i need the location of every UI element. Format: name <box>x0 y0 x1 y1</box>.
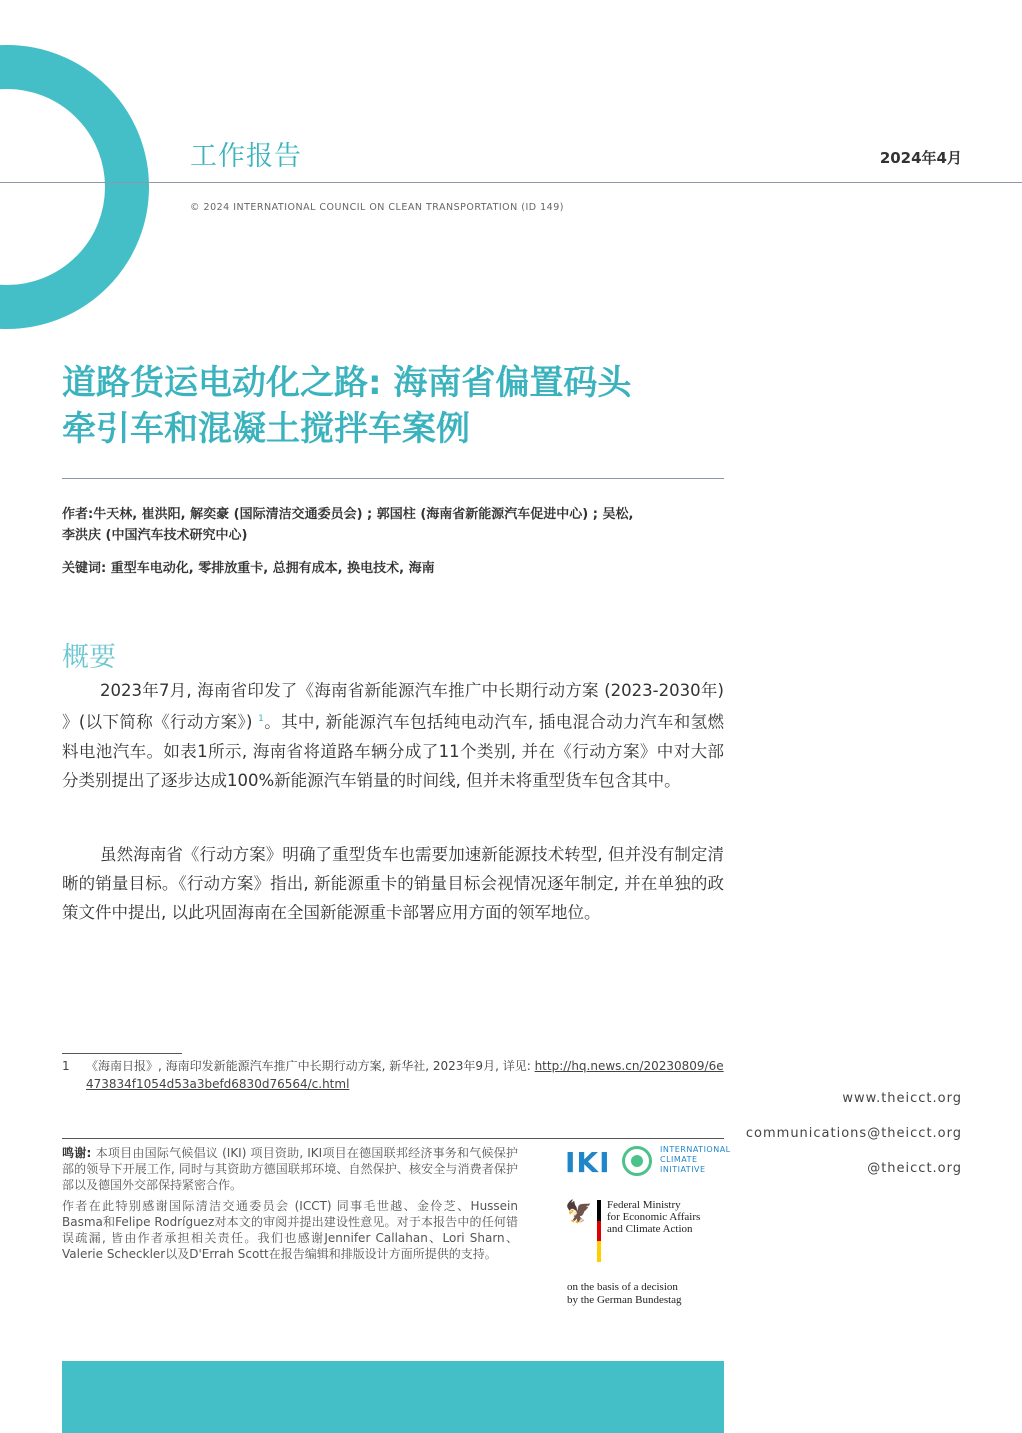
social-link[interactable]: @theicct.org <box>867 1161 962 1176</box>
iki-logo <box>565 1143 735 1183</box>
footnote <box>62 1057 724 1093</box>
decision-line-1: on the basis of a decision <box>567 1281 678 1293</box>
iki-wordmark <box>660 1145 731 1175</box>
para1-text-cont: 。其中, 新能源汽车包括纯电动汽车, 插电混合动力汽车和氢燃料电池汽车。如表1所示, 海南省将道路车辆分成了11个类别, 并在《行动方案》中对大部分类别提出了逐步达成100%新能源汽车销量的时间线, 但并未将重型货车包含其中。 <box>62 712 725 790</box>
header-divider <box>0 182 1022 183</box>
acknowledgement-divider <box>62 1138 724 1139</box>
footer-bar <box>62 1361 724 1433</box>
website-link[interactable]: www.theicct.org <box>842 1091 962 1106</box>
footnote-reference[interactable]: 1 <box>258 714 264 724</box>
federal-eagle-icon: 🦅 <box>565 1200 593 1225</box>
footnote-link[interactable]: http://hq.news.cn/20230809/6e473834f1054d53a3befd6830d76564/c.html <box>86 1059 724 1091</box>
document-title <box>62 360 742 452</box>
german-flag-icon <box>597 1200 601 1262</box>
title-divider <box>62 478 724 479</box>
bundestag-decision-note <box>567 1281 682 1307</box>
ministry-name <box>607 1199 700 1235</box>
acknowledgement-paragraph-2: 作者在此特别感谢国际清洁交通委员会 (ICCT) 同事毛世越、金伶芝、Hussein Basma和Felipe Rodríguez对本文的审阅并提出建设性意见。对于本报告中的任何错误疏漏, 皆由作者承担相关责任。我们也感谢Jennifer Callahan、Lori Sharn、Valerie Scheckler以及D'Errah Scott在报告编辑和排版设计方面所提供的支持。 <box>62 1199 518 1261</box>
title-line-2: 牵引车和混凝土搅拌车案例 <box>62 409 470 449</box>
summary-paragraph-2: 虽然海南省《行动方案》明确了重型货车也需要加速新能源技术转型, 但并没有制定清晰的销量目标。《行动方案》指出, 新能源重卡的销量目标会视情况逐年制定, 并在单独的政策文件中提出, 以此巩固海南在全国新能源重卡部署应用方面的领军地位。 <box>62 845 724 922</box>
decorative-ring <box>0 45 149 329</box>
summary-paragraph-1 <box>62 676 724 795</box>
authors-line-1: 作者:牛天林, 崔洪阳, 解奕豪 (国际清洁交通委员会) ; 郭国柱 (海南省新能源汽车促进中心) ; 吴松, <box>62 507 634 522</box>
decision-line-2: by the German Bundestag <box>567 1294 682 1306</box>
para1-text: 2023年7月, 海南省印发了《海南省新能源汽车推广中长期行动方案 (2023-2030年) 》(以下简称《行动方案》) <box>62 681 724 732</box>
iki-globe-icon <box>622 1146 652 1176</box>
email-link[interactable]: communications@theicct.org <box>745 1126 962 1141</box>
iki-letters: IKI <box>565 1146 611 1179</box>
report-type: 工作报告 <box>190 141 302 172</box>
footnote-divider <box>62 1053 182 1054</box>
federal-ministry-logo <box>565 1198 735 1268</box>
ministry-line-3: and Climate Action <box>607 1223 693 1235</box>
iki-line-1: INTERNATIONAL <box>660 1145 731 1154</box>
acknowledgement-paragraph-1 <box>62 1145 518 1193</box>
keywords: 关键词: 重型车电动化, 零排放重卡, 总拥有成本, 换电技术, 海南 <box>62 561 435 576</box>
title-line-1: 道路货运电动化之路: 海南省偏置码头 <box>62 363 632 403</box>
authors <box>62 504 724 546</box>
copyright-notice: © 2024 INTERNATIONAL COUNCIL ON CLEAN TRANSPORTATION (ID 149) <box>190 202 564 213</box>
authors-line-2: 李洪庆 (中国汽车技术研究中心) <box>62 528 248 543</box>
report-date: 2024年4月 <box>879 149 962 167</box>
ministry-line-2: for Economic Affairs <box>607 1211 701 1223</box>
summary-heading: 概要 <box>62 642 116 673</box>
iki-line-2: CLIMATE <box>660 1155 698 1164</box>
iki-line-3: INITIATIVE <box>660 1165 706 1174</box>
footnote-text <box>86 1057 724 1093</box>
acknowledgement-label: 鸣谢: <box>62 1146 96 1160</box>
footnote-number: 1 <box>62 1059 70 1073</box>
footnote-body: 《海南日报》, 海南印发新能源汽车推广中长期行动方案, 新华社, 2023年9月, 详见: <box>86 1059 535 1073</box>
acknowledgement-text-1: 本项目由国际气候倡议 (IKI) 项目资助, IKI项目在德国联邦经济事务和气候保护部的领导下开展工作, 同时与其资助方德国联邦环境、自然保护、核安全与消费者保护部以及德国外交部保持紧密合作。 <box>62 1146 518 1192</box>
ministry-line-1: Federal Ministry <box>607 1199 681 1211</box>
